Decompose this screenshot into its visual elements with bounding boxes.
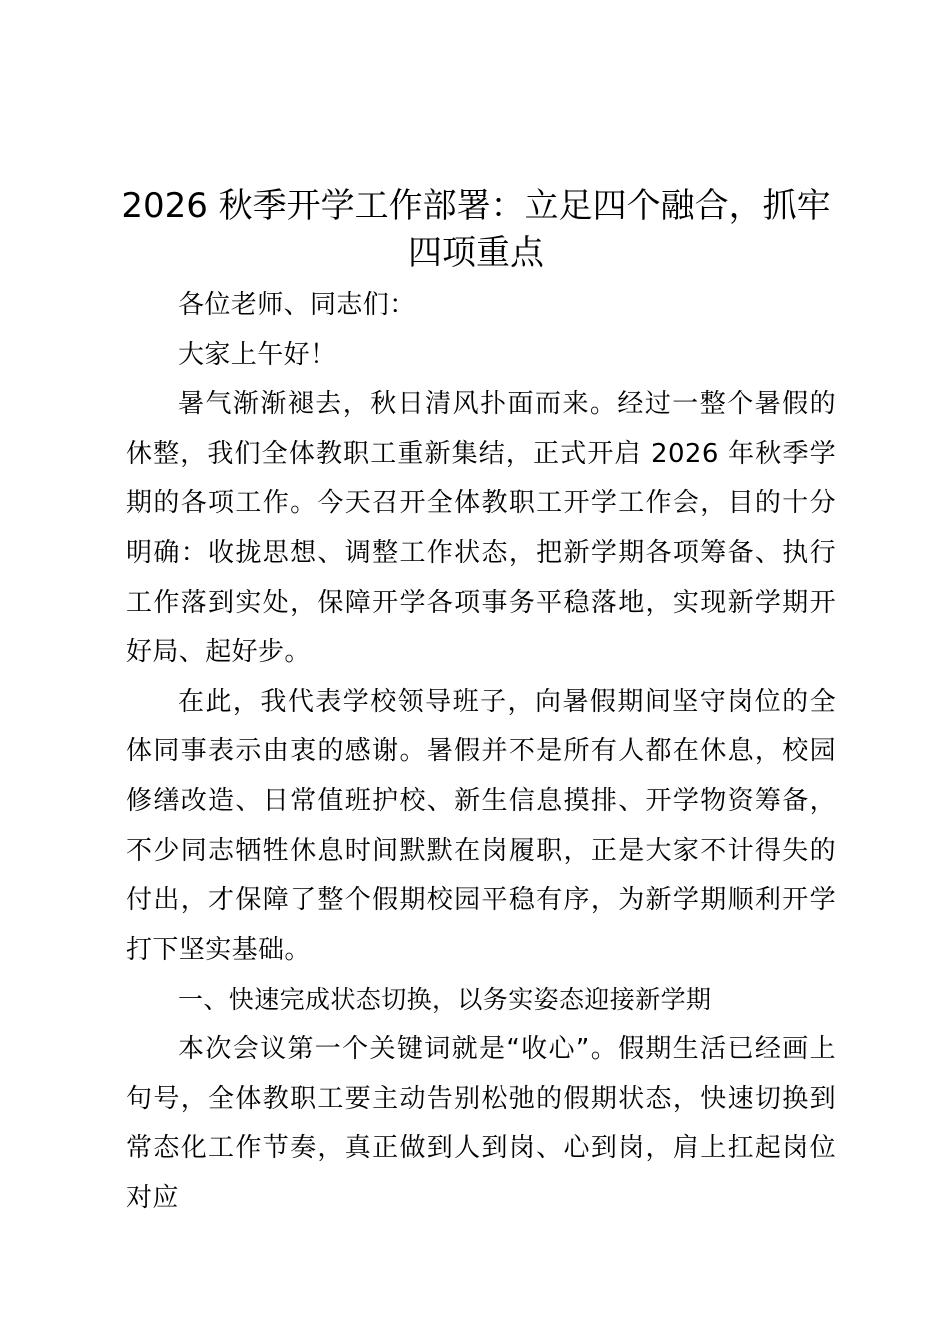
- greeting: 大家上午好！: [178, 339, 337, 370]
- section-paragraph: 本次会议第一个关键词就是“收心”。假期生活已经画上句号，全体教职工要主动告别松弛的假期状态，快速切换到常态化工作节奏，真正做到人到岗、心到岗，肩上扛起岗位对应: [126, 1033, 836, 1213]
- section-heading: 一、快速完成状态切换，以务实姿态迎接新学期: [178, 985, 712, 1015]
- paragraph-thanks: 在此，我代表学校领导班子，向暑假期间坚守岗位的全体同事表示由衷的感谢。暑假并不是所有人都在休息，校园修缮改造、日常值班护校、新生信息摸排、开学物资筹备，不少同志牺牲休息时间默默在岗履职，正是大家不计得失的付出，才保障了整个假期校园平稳有序，为新学期顺利开学打下坚实基础。: [126, 686, 836, 965]
- paragraph-intro: 暑气渐渐褪去，秋日清风扑面而来。经过一整个暑假的休整，我们全体教职工重新集结，正式开启 2026 年秋季学期的各项工作。今天召开全体教职工开学工作会，目的十分明确：收拢思想、调整工作状态，把新学期各项筹备、执行工作落到实处，保障开学各项事务平稳落地，实现新学期开好局、起好步。: [126, 389, 836, 668]
- document-title: 2026 秋季开学工作部署：立足四个融合，抓牢四项重点: [121, 186, 831, 273]
- salutation: 各位老师、同志们：: [178, 290, 416, 320]
- document-body: [126, 281, 836, 1223]
